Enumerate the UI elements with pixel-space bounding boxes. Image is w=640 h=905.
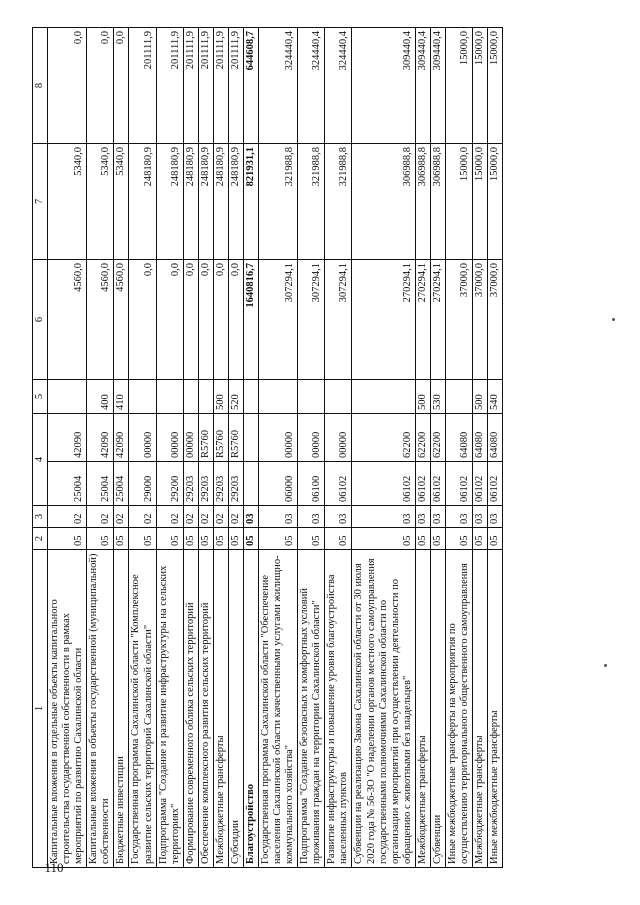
amount-col-7-cell: 5340,0 — [114, 144, 129, 260]
expense-type-cell — [445, 380, 472, 414]
section-code-cell: 05 — [183, 528, 198, 550]
table-row — [228, 28, 243, 868]
expense-type-cell — [198, 380, 213, 414]
section-code-cell: 05 — [488, 528, 503, 550]
header-col-6: 6 — [33, 260, 48, 380]
amount-col-7-cell: 248180,9 — [156, 144, 183, 260]
direction-code-cell: 00000 — [298, 414, 325, 462]
amount-col-7-cell: 248180,9 — [183, 144, 198, 260]
direction-code-cell: R5760 — [213, 414, 228, 462]
amount-col-8-cell: 0,0 — [114, 28, 129, 144]
expense-type-cell: 540 — [488, 380, 503, 414]
subsection-code-cell: 03 — [298, 506, 325, 528]
expense-type-cell: 500 — [213, 380, 228, 414]
program-code-cell: 25004 — [87, 462, 114, 506]
header-col-5: 5 — [33, 380, 48, 414]
subsection-code-cell: 02 — [198, 506, 213, 528]
amount-col-7-cell: 306988,8 — [430, 144, 445, 260]
expense-type-cell — [183, 380, 198, 414]
amount-col-6-cell: 0,0 — [213, 260, 228, 380]
section-code-cell: 05 — [473, 528, 488, 550]
expense-type-cell — [298, 380, 325, 414]
amount-col-8-cell: 201111,9 — [129, 28, 156, 144]
amount-col-7-cell: 321988,8 — [325, 144, 352, 260]
table-row — [87, 28, 114, 868]
program-code-cell: 29203 — [228, 462, 243, 506]
section-code-cell: 05 — [298, 528, 325, 550]
amount-col-8-cell: 201111,9 — [156, 28, 183, 144]
table-row — [325, 28, 352, 868]
row-name-cell: Развитие инфраструктуры и повышение уровня благоустройства населенных пунктов — [325, 550, 352, 868]
subsection-code-cell: 02 — [228, 506, 243, 528]
row-name-cell: Субвенции — [430, 550, 445, 868]
scan-speck — [604, 664, 607, 667]
expense-type-cell: 500 — [473, 380, 488, 414]
row-name-cell: Межбюджетные трансферты — [213, 550, 228, 868]
amount-col-8-cell: 324440,4 — [298, 28, 325, 144]
direction-code-cell: 00000 — [156, 414, 183, 462]
section-code-cell: 05 — [445, 528, 472, 550]
header-col-2: 2 — [33, 528, 48, 550]
expense-type-cell — [243, 380, 258, 414]
amount-col-8-cell: 201111,9 — [228, 28, 243, 144]
page-number: 110 — [44, 860, 64, 875]
header-col-3: 3 — [33, 506, 48, 528]
amount-col-6-cell: 37000,0 — [473, 260, 488, 380]
subsection-code-cell: 03 — [445, 506, 472, 528]
subsection-code-cell: 03 — [352, 506, 415, 528]
section-code-cell: 05 — [129, 528, 156, 550]
expense-type-cell — [325, 380, 352, 414]
subsection-code-cell: 03 — [415, 506, 430, 528]
table-row — [430, 28, 445, 868]
section-code-cell: 05 — [243, 528, 258, 550]
amount-col-6-cell: 270294,1 — [352, 260, 415, 380]
amount-col-7-cell: 248180,9 — [228, 144, 243, 260]
direction-code-cell: 42090 — [114, 414, 129, 462]
amount-col-7-cell: 248180,9 — [129, 144, 156, 260]
expense-type-cell: 520 — [228, 380, 243, 414]
row-name-cell: Государственная программа Сахалинской области "Обеспечение населения Сахалинской области качественными услугами жилищно-коммунального хозяйства" — [259, 550, 298, 868]
amount-col-7-cell: 15000,0 — [473, 144, 488, 260]
program-code-cell: 25004 — [114, 462, 129, 506]
table-row — [473, 28, 488, 868]
section-code-cell: 05 — [415, 528, 430, 550]
section-code-cell: 05 — [198, 528, 213, 550]
amount-col-6-cell: 4560,0 — [114, 260, 129, 380]
row-name-cell: Иные межбюджетные трансферты — [488, 550, 503, 868]
expense-type-cell — [156, 380, 183, 414]
amount-col-8-cell: 15000,0 — [445, 28, 472, 144]
amount-col-7-cell: 15000,0 — [445, 144, 472, 260]
table-row — [415, 28, 430, 868]
program-code-cell: 06102 — [445, 462, 472, 506]
budget-table — [32, 27, 503, 868]
amount-col-7-cell: 306988,8 — [415, 144, 430, 260]
subsection-code-cell: 02 — [183, 506, 198, 528]
table-row — [352, 28, 415, 868]
table-row — [259, 28, 298, 868]
direction-code-cell: 42090 — [48, 414, 87, 462]
row-name-cell: Государственная программа Сахалинской области "Комплексное развитие сельских территорий Сахалинской области" — [129, 550, 156, 868]
program-code-cell: 29000 — [129, 462, 156, 506]
expense-type-cell — [129, 380, 156, 414]
subsection-code-cell: 02 — [213, 506, 228, 528]
table-row — [298, 28, 325, 868]
table-body — [48, 28, 503, 868]
amount-col-8-cell: 0,0 — [48, 28, 87, 144]
direction-code-cell: 64080 — [445, 414, 472, 462]
section-code-cell: 05 — [114, 528, 129, 550]
program-code-cell: 29203 — [213, 462, 228, 506]
table-row — [129, 28, 156, 868]
section-code-cell: 05 — [213, 528, 228, 550]
section-code-cell: 05 — [430, 528, 445, 550]
table-row — [488, 28, 503, 868]
direction-code-cell: 42090 — [87, 414, 114, 462]
header-col-8: 8 — [33, 28, 48, 144]
program-code-cell: 06102 — [352, 462, 415, 506]
amount-col-8-cell: 324440,4 — [259, 28, 298, 144]
program-code-cell: 06102 — [430, 462, 445, 506]
subsection-code-cell: 03 — [473, 506, 488, 528]
direction-code-cell: 00000 — [259, 414, 298, 462]
expense-type-cell — [259, 380, 298, 414]
scan-speck — [612, 318, 615, 321]
amount-col-8-cell: 309440,4 — [352, 28, 415, 144]
amount-col-6-cell: 0,0 — [228, 260, 243, 380]
direction-code-cell: 00000 — [183, 414, 198, 462]
amount-col-8-cell: 644608,7 — [243, 28, 258, 144]
section-code-cell: 05 — [156, 528, 183, 550]
row-name-cell: Капитальные вложения в объекты государственной (муниципальной) собственности — [87, 550, 114, 868]
column-number-row — [33, 28, 48, 868]
program-code-cell: 06100 — [298, 462, 325, 506]
amount-col-7-cell: 15000,0 — [488, 144, 503, 260]
program-code-cell: 25004 — [48, 462, 87, 506]
amount-col-7-cell: 5340,0 — [87, 144, 114, 260]
amount-col-6-cell: 0,0 — [129, 260, 156, 380]
program-code-cell: 29200 — [156, 462, 183, 506]
row-name-cell: Межбюджетные трансферты — [473, 550, 488, 868]
amount-col-6-cell: 0,0 — [156, 260, 183, 380]
program-code-cell: 06102 — [473, 462, 488, 506]
row-name-cell: Подпрограмма "Создание и развитие инфраструктуры на сельских территориях" — [156, 550, 183, 868]
expense-type-cell: 410 — [114, 380, 129, 414]
amount-col-6-cell: 270294,1 — [430, 260, 445, 380]
table-row — [243, 28, 258, 868]
expense-type-cell: 400 — [87, 380, 114, 414]
amount-col-8-cell: 201111,9 — [183, 28, 198, 144]
amount-col-7-cell: 306988,8 — [352, 144, 415, 260]
amount-col-8-cell: 15000,0 — [488, 28, 503, 144]
table-row — [48, 28, 87, 868]
row-name-cell: Благоустройство — [243, 550, 258, 868]
subsection-code-cell: 02 — [129, 506, 156, 528]
section-code-cell: 05 — [48, 528, 87, 550]
amount-col-8-cell: 309440,4 — [430, 28, 445, 144]
subsection-code-cell: 02 — [48, 506, 87, 528]
subsection-code-cell: 02 — [114, 506, 129, 528]
amount-col-8-cell: 324440,4 — [325, 28, 352, 144]
header-col-1: 1 — [33, 550, 48, 868]
table-row — [183, 28, 198, 868]
row-name-cell: Субсидии — [228, 550, 243, 868]
subsection-code-cell: 02 — [156, 506, 183, 528]
section-code-cell: 05 — [228, 528, 243, 550]
amount-col-8-cell: 201111,9 — [213, 28, 228, 144]
direction-code-cell: 62200 — [430, 414, 445, 462]
subsection-code-cell: 02 — [87, 506, 114, 528]
amount-col-8-cell: 309440,4 — [415, 28, 430, 144]
table-row — [156, 28, 183, 868]
program-code-cell: 29203 — [198, 462, 213, 506]
amount-col-8-cell: 0,0 — [87, 28, 114, 144]
amount-col-7-cell: 321988,8 — [259, 144, 298, 260]
section-code-cell: 05 — [325, 528, 352, 550]
program-code-cell: 06102 — [415, 462, 430, 506]
subsection-code-cell: 03 — [243, 506, 258, 528]
amount-col-6-cell: 4560,0 — [48, 260, 87, 380]
amount-col-7-cell: 821931,1 — [243, 144, 258, 260]
amount-col-6-cell: 0,0 — [183, 260, 198, 380]
row-name-cell: Капитальные вложения в отдельные объекты капитального строительства государственной собственности в рамках мероприятий по развитию Сахалинской области — [48, 550, 87, 868]
amount-col-8-cell: 201111,9 — [198, 28, 213, 144]
expense-type-cell — [48, 380, 87, 414]
direction-code-cell — [243, 414, 258, 462]
table-row — [213, 28, 228, 868]
amount-col-7-cell: 5340,0 — [48, 144, 87, 260]
section-code-cell: 05 — [352, 528, 415, 550]
header-col-4: 4 — [33, 414, 48, 506]
amount-col-7-cell: 321988,8 — [298, 144, 325, 260]
direction-code-cell: 00000 — [325, 414, 352, 462]
amount-col-7-cell: 248180,9 — [213, 144, 228, 260]
table-row — [445, 28, 472, 868]
row-name-cell: Субвенции на реализацию Закона Сахалинской области от 30 июля 2020 года № 56-ЗО "О наделении органов местного самоуправления государственными полномочиями Сахалинской области по организации мероприятий при осуществлении деятельности по обращению с животными без владельцев" — [352, 550, 415, 868]
rotated-budget-sheet — [32, 28, 617, 875]
subsection-code-cell: 03 — [430, 506, 445, 528]
direction-code-cell: 64080 — [488, 414, 503, 462]
row-name-cell: Межбюджетные трансферты — [415, 550, 430, 868]
amount-col-6-cell: 0,0 — [198, 260, 213, 380]
expense-type-cell — [352, 380, 415, 414]
amount-col-6-cell: 1640816,7 — [243, 260, 258, 380]
direction-code-cell: R5760 — [198, 414, 213, 462]
table-row — [198, 28, 213, 868]
amount-col-7-cell: 248180,9 — [198, 144, 213, 260]
subsection-code-cell: 03 — [325, 506, 352, 528]
row-name-cell: Формирование современного облика сельских территорий — [183, 550, 198, 868]
amount-col-6-cell: 37000,0 — [488, 260, 503, 380]
row-name-cell: Подпрограмма "Создание безопасных и комфортных условий проживания граждан на территории Сахалинской области" — [298, 550, 325, 868]
amount-col-6-cell: 4560,0 — [87, 260, 114, 380]
program-code-cell: 06000 — [259, 462, 298, 506]
row-name-cell: Обеспечение комплексного развития сельских территорий — [198, 550, 213, 868]
amount-col-6-cell: 307294,1 — [325, 260, 352, 380]
amount-col-6-cell: 37000,0 — [445, 260, 472, 380]
program-code-cell: 29203 — [183, 462, 198, 506]
program-code-cell: 06102 — [325, 462, 352, 506]
section-code-cell: 05 — [87, 528, 114, 550]
section-code-cell: 05 — [259, 528, 298, 550]
amount-col-6-cell: 270294,1 — [415, 260, 430, 380]
direction-code-cell: 00000 — [129, 414, 156, 462]
direction-code-cell: 64080 — [473, 414, 488, 462]
program-code-cell: 06102 — [488, 462, 503, 506]
amount-col-6-cell: 307294,1 — [298, 260, 325, 380]
amount-col-8-cell: 15000,0 — [473, 28, 488, 144]
header-col-7: 7 — [33, 144, 48, 260]
direction-code-cell: 62200 — [415, 414, 430, 462]
expense-type-cell: 530 — [430, 380, 445, 414]
row-name-cell: Иные межбюджетные трансферты на мероприятия по осуществлению территориального общественного самоуправления — [445, 550, 472, 868]
table-row — [114, 28, 129, 868]
row-name-cell: Бюджетные инвестиции — [114, 550, 129, 868]
amount-col-6-cell: 307294,1 — [259, 260, 298, 380]
direction-code-cell: 62200 — [352, 414, 415, 462]
subsection-code-cell: 03 — [488, 506, 503, 528]
direction-code-cell: R5760 — [228, 414, 243, 462]
program-code-cell — [243, 462, 258, 506]
expense-type-cell: 500 — [415, 380, 430, 414]
subsection-code-cell: 03 — [259, 506, 298, 528]
